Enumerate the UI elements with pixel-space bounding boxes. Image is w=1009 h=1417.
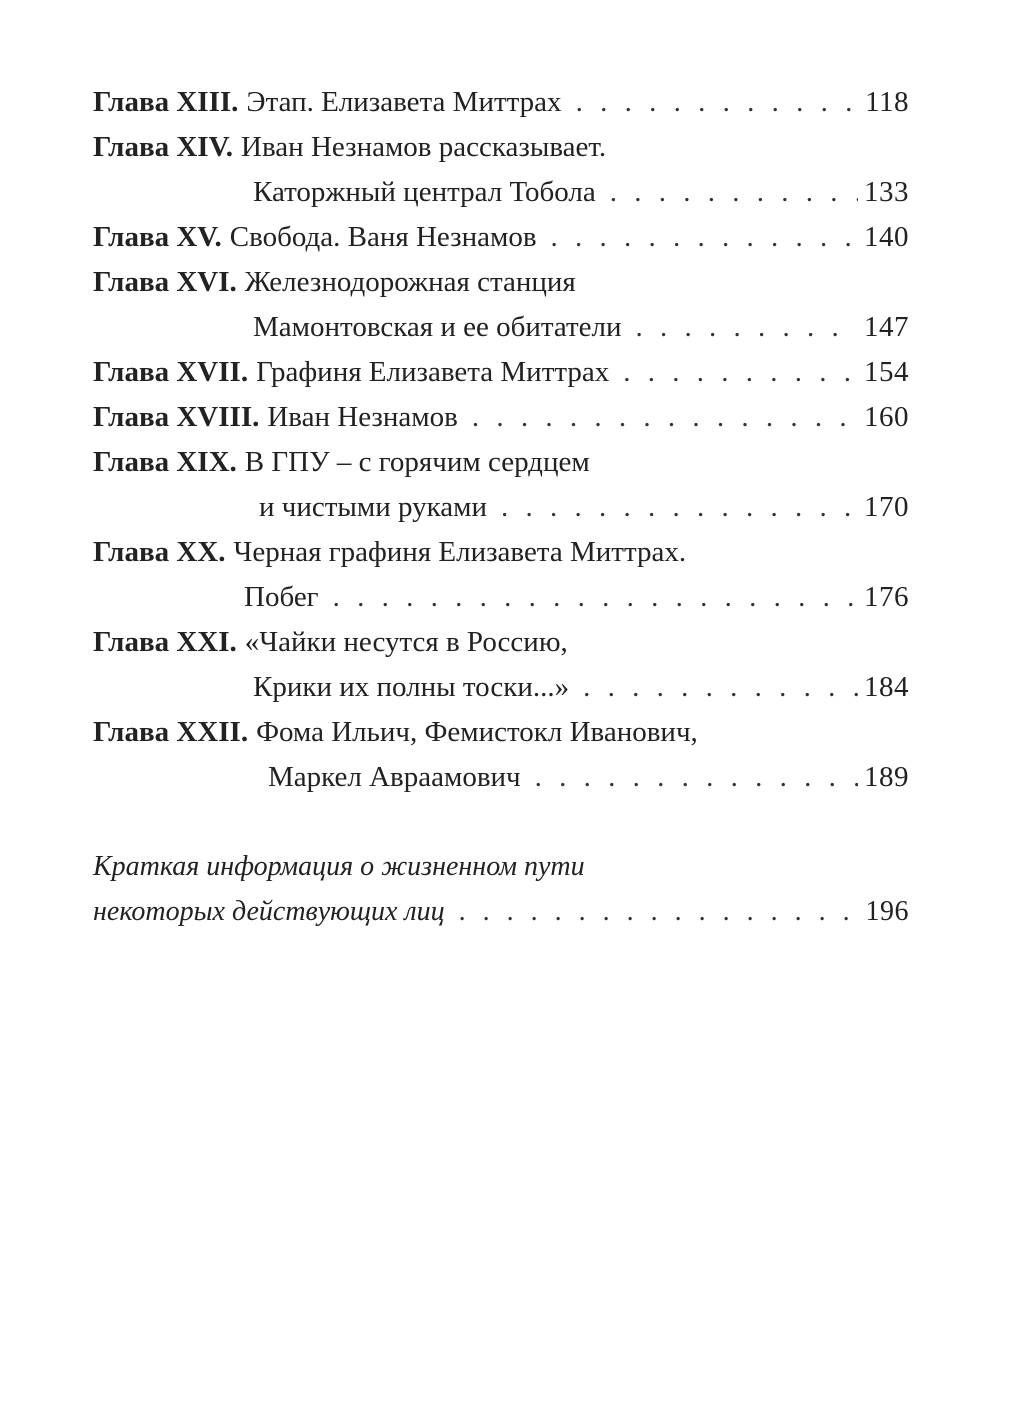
appendix-title-continuation: некоторых действующих лиц bbox=[93, 896, 445, 927]
dot-leader bbox=[583, 665, 858, 710]
page-number: 160 bbox=[864, 401, 909, 433]
dot-leader bbox=[535, 755, 858, 800]
chapter-label: Глава XVI. bbox=[93, 266, 237, 298]
toc-line bbox=[93, 395, 909, 440]
page-number: 147 bbox=[864, 311, 909, 343]
toc-line bbox=[93, 350, 909, 395]
page-number: 189 bbox=[864, 761, 909, 793]
toc-entry-chapter-20[interactable] bbox=[93, 530, 909, 620]
toc-entry-chapter-15[interactable] bbox=[93, 215, 909, 260]
page-number: 170 bbox=[864, 491, 909, 523]
toc-entry-chapter-16[interactable] bbox=[93, 260, 909, 350]
chapter-label: Глава XIX. bbox=[93, 446, 237, 478]
toc-line bbox=[93, 215, 909, 260]
chapter-label: Глава XVII. bbox=[93, 356, 249, 388]
dot-leader bbox=[333, 575, 858, 620]
toc-line bbox=[93, 125, 909, 170]
toc-line bbox=[93, 485, 909, 530]
chapter-label: Глава XIV. bbox=[93, 131, 234, 163]
page-number: 154 bbox=[864, 356, 909, 388]
page-number: 118 bbox=[865, 86, 909, 118]
chapter-label: Глава XIII. bbox=[93, 86, 239, 118]
toc-entry-chapter-19[interactable] bbox=[93, 440, 909, 530]
toc-entry-appendix[interactable] bbox=[93, 844, 909, 934]
chapter-title: Свобода. Ваня Незнамов bbox=[229, 221, 537, 253]
chapter-title-continuation: Побег bbox=[244, 581, 319, 613]
toc-entry-chapter-22[interactable] bbox=[93, 710, 909, 800]
chapter-title-continuation: Каторжный централ Тобола bbox=[253, 176, 596, 208]
chapter-title-continuation: Мамонтовская и ее обитатели bbox=[253, 311, 622, 343]
chapter-title: В ГПУ – с горячим сердцем bbox=[244, 446, 590, 478]
toc-entry-chapter-14[interactable] bbox=[93, 125, 909, 215]
chapter-title: Этап. Елизавета Миттрах bbox=[246, 86, 562, 118]
chapter-label: Глава XXII. bbox=[93, 716, 249, 748]
toc-line bbox=[93, 889, 909, 934]
dot-leader bbox=[472, 395, 858, 440]
toc-line bbox=[93, 620, 909, 665]
toc-line bbox=[93, 530, 909, 575]
page-number: 133 bbox=[864, 176, 909, 208]
dot-leader bbox=[576, 80, 860, 125]
toc-entry-chapter-13[interactable] bbox=[93, 80, 909, 125]
toc-line bbox=[93, 440, 909, 485]
toc-line bbox=[93, 665, 909, 710]
chapter-title: Иван Незнамов рассказывает. bbox=[241, 131, 607, 163]
toc-line bbox=[93, 305, 909, 350]
appendix-title: Краткая информация о жизненном пути bbox=[93, 851, 585, 882]
chapter-title-continuation: Крики их полны тоски...» bbox=[253, 671, 570, 703]
dot-leader bbox=[501, 485, 858, 530]
chapter-title: «Чайки несутся в Россию, bbox=[244, 626, 568, 658]
chapter-title: Графиня Елизавета Миттрах bbox=[256, 356, 610, 388]
chapter-label: Глава XXI. bbox=[93, 626, 237, 658]
table-of-contents bbox=[93, 80, 909, 934]
page-number: 176 bbox=[864, 581, 909, 613]
dot-leader bbox=[551, 215, 858, 260]
dot-leader bbox=[610, 170, 858, 215]
toc-line bbox=[93, 170, 909, 215]
toc-line bbox=[93, 844, 909, 889]
toc-entry-chapter-17[interactable] bbox=[93, 350, 909, 395]
toc-line bbox=[93, 80, 909, 125]
chapter-label: Глава XV. bbox=[93, 221, 222, 253]
toc-line bbox=[93, 710, 909, 755]
dot-leader bbox=[636, 305, 858, 350]
toc-entry-chapter-21[interactable] bbox=[93, 620, 909, 710]
dot-leader bbox=[459, 889, 860, 934]
page-number: 140 bbox=[864, 221, 909, 253]
chapter-label: Глава XX. bbox=[93, 536, 226, 568]
chapter-title: Черная графиня Елизавета Миттрах. bbox=[233, 536, 687, 568]
chapter-title: Фома Ильич, Фемистокл Иванович, bbox=[256, 716, 698, 748]
toc-line bbox=[93, 575, 909, 620]
chapter-title: Иван Незнамов bbox=[267, 401, 458, 433]
toc-line bbox=[93, 755, 909, 800]
page-number: 196 bbox=[865, 896, 909, 927]
chapter-label: Глава XVIII. bbox=[93, 401, 260, 433]
chapter-title-continuation: Маркел Авраамович bbox=[268, 761, 521, 793]
toc-entry-chapter-18[interactable] bbox=[93, 395, 909, 440]
page-number: 184 bbox=[864, 671, 909, 703]
chapter-title: Железнодорожная станция bbox=[244, 266, 576, 298]
toc-line bbox=[93, 260, 909, 305]
dot-leader bbox=[623, 350, 858, 395]
chapter-title-continuation: и чистыми руками bbox=[259, 491, 488, 523]
